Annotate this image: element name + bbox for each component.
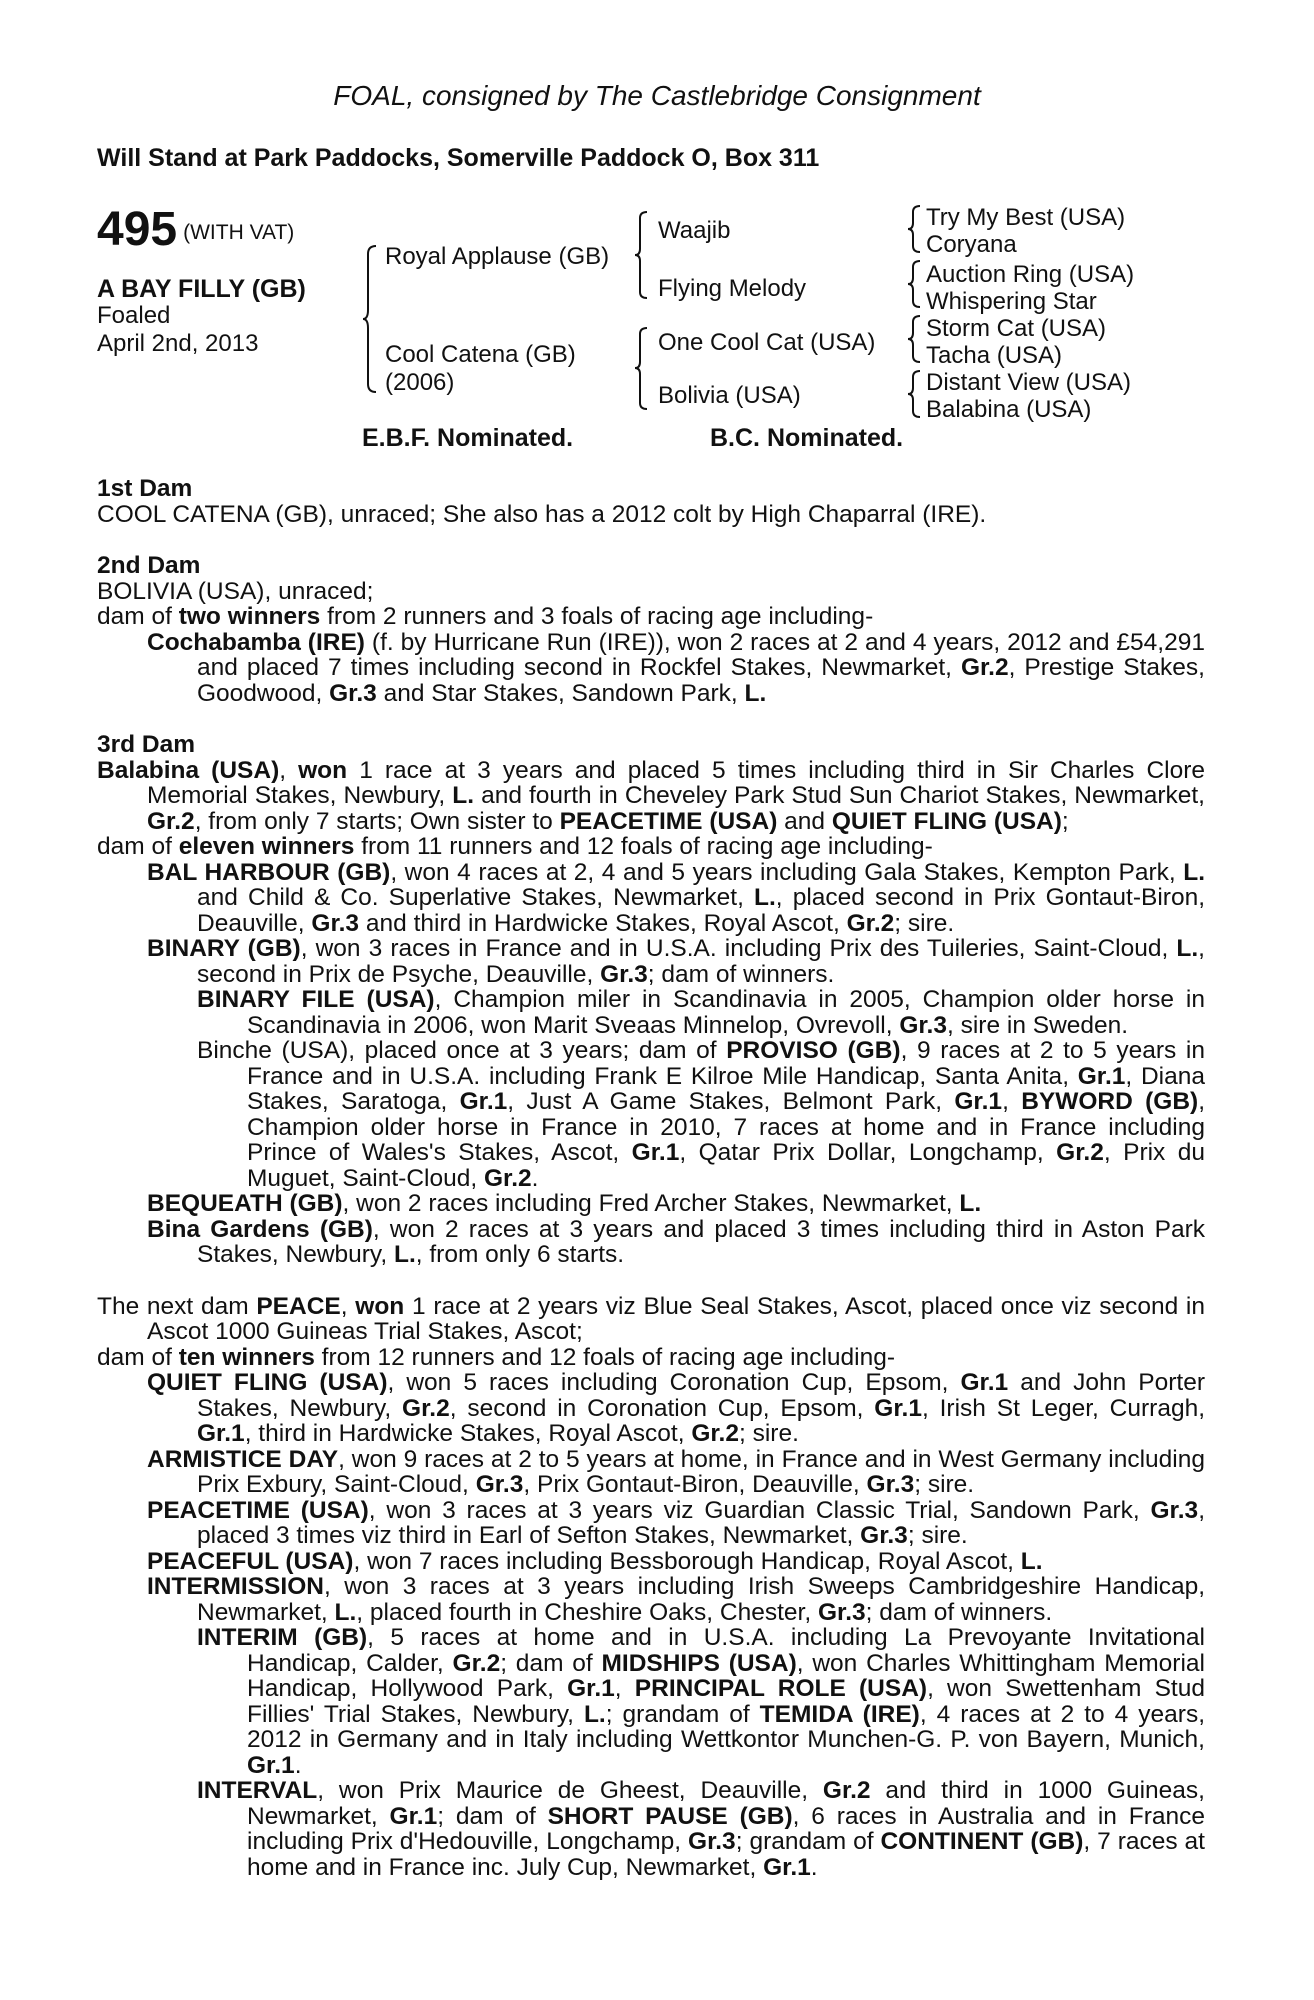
horse-name: BINARY FILE (USA) bbox=[197, 986, 435, 1013]
second-dam-heading: 2nd Dam bbox=[97, 552, 201, 579]
grade: Gr.1 bbox=[197, 1420, 245, 1447]
grade: L. bbox=[583, 1700, 606, 1728]
produce-cochabamba bbox=[97, 630, 1205, 707]
next-dam-peace bbox=[97, 1294, 1205, 1345]
lot-number: 495 bbox=[97, 203, 178, 256]
text: (f. by Hurricane Run (IRE)), won 2 races at 2 and 4 years, 2012 and £54,291 and placed 7 times including second in Rockfel Stakes, Newmarket, bbox=[197, 628, 1205, 681]
grade: Gr.1 bbox=[389, 1802, 438, 1830]
grade: L. bbox=[744, 679, 767, 707]
text: , Champion miler in Scandinavia in 2005, Champion older horse in Scandinavia in 2006, won Marit Sveaas Minnelop, Ovrevoll, bbox=[247, 986, 1205, 1039]
grade: Gr.1 bbox=[459, 1088, 508, 1115]
text: , Just A Game Stakes, Belmont Park, bbox=[507, 1088, 955, 1115]
text: ; bbox=[1061, 807, 1069, 835]
grade: Gr.3 bbox=[1150, 1496, 1199, 1524]
winners-count: eleven winners bbox=[178, 833, 355, 860]
produce-bal-harbour bbox=[97, 860, 1205, 937]
text: dam of bbox=[97, 603, 179, 630]
ebf-nominated: E.B.F. Nominated. bbox=[362, 424, 574, 452]
pedigree-dam-year: (2006) bbox=[385, 369, 455, 396]
produce-armistice-day bbox=[97, 1447, 1205, 1498]
text: and Star Stakes, Sandown Park, bbox=[376, 679, 745, 707]
horse-name: INTERMISSION bbox=[147, 1573, 324, 1600]
third-dam-produce-summary bbox=[97, 834, 1205, 860]
text: , bbox=[1002, 1088, 1022, 1115]
grade: Gr.1 bbox=[1077, 1062, 1126, 1090]
horse-name: BINARY (GB) bbox=[147, 935, 301, 962]
grade: Gr.3 bbox=[600, 960, 648, 988]
text: and Child & Co. Superlative Stakes, Newmarket, bbox=[197, 884, 755, 911]
text: ; sire. bbox=[894, 909, 955, 937]
text: ; sire. bbox=[739, 1420, 799, 1447]
text: , Qatar Prix Dollar, Longchamp, bbox=[679, 1139, 1057, 1166]
pedigree-brace-sire bbox=[634, 210, 650, 300]
pedigree-brace-main bbox=[362, 244, 380, 394]
text: from 2 runners and 3 foals of racing age including- bbox=[320, 603, 874, 630]
produce-quiet-fling bbox=[97, 1370, 1205, 1447]
text: , won 3 races at 3 years viz Guardian Classic Trial, Sandown Park, bbox=[368, 1496, 1151, 1524]
grade: L. bbox=[1020, 1547, 1043, 1575]
text: . bbox=[294, 1751, 302, 1779]
pedigree-dam-dam: Bolivia (USA) bbox=[658, 382, 801, 409]
pedigree-dam: Cool Catena (GB) bbox=[385, 341, 576, 368]
horse-name: BAL HARBOUR (GB) bbox=[147, 858, 391, 886]
text: 1 race at 2 years viz Blue Seal Stakes, Ascot, placed once viz second in Ascot 1000 Guineas Trial Stakes, Ascot; bbox=[147, 1292, 1205, 1345]
pedigree-sdd: Whispering Star bbox=[926, 288, 1097, 315]
grade: L. bbox=[334, 1598, 357, 1626]
foaled-label: Foaled bbox=[97, 302, 171, 329]
text: ; dam of winners. bbox=[865, 1598, 1053, 1626]
horse-name: INTERIM (GB) bbox=[197, 1624, 368, 1651]
text: ; dam of bbox=[437, 1802, 548, 1830]
text: , won 4 races at 2, 4 and 5 years including Gala Stakes, Kempton Park, bbox=[390, 858, 1184, 886]
text: . bbox=[810, 1853, 818, 1881]
text: , won 3 races in France and in U.S.A. including Prix des Tuileries, Saint-Cloud, bbox=[300, 935, 1177, 962]
horse-name: PEACEFUL (USA) bbox=[147, 1547, 354, 1575]
grade: L. bbox=[452, 782, 475, 809]
text: , won 7 races including Bessborough Handicap, Royal Ascot, bbox=[353, 1547, 1021, 1575]
grade: L. bbox=[393, 1241, 416, 1268]
text: , Prix du Muguet, Saint-Cloud, bbox=[247, 1139, 1205, 1192]
pedigree-sire-dam: Flying Melody bbox=[658, 275, 807, 302]
horse-name: Bina Gardens (GB) bbox=[147, 1215, 373, 1243]
text: , Prestige Stakes, Goodwood, bbox=[197, 654, 1205, 707]
produce-binche bbox=[97, 1038, 1205, 1191]
text: , won Charles Whittingham Memorial Handicap, Hollywood Park, bbox=[247, 1649, 1205, 1702]
horse-name: BEQUEATH (GB) bbox=[147, 1190, 343, 1217]
text: dam of bbox=[97, 1343, 179, 1371]
grade: Gr.3 bbox=[688, 1828, 736, 1855]
produce-bina-gardens bbox=[97, 1217, 1205, 1268]
produce-binary-file bbox=[97, 987, 1205, 1038]
pedigree-sds: Auction Ring (USA) bbox=[926, 261, 1135, 288]
text: Binche (USA), placed once at 3 years; dam of bbox=[197, 1037, 727, 1064]
text: ; dam of bbox=[500, 1649, 602, 1677]
text: , won 5 races including Coronation Cup, Epsom, bbox=[387, 1369, 961, 1396]
horse-name: TEMIDA (IRE) bbox=[759, 1700, 920, 1728]
catalogue-body bbox=[97, 476, 1205, 1880]
pedigree-brace-sd bbox=[907, 259, 923, 309]
text: , bbox=[340, 1292, 356, 1320]
grade: Gr.1 bbox=[954, 1088, 1003, 1115]
grade: Gr.3 bbox=[311, 909, 360, 937]
won: won bbox=[355, 1292, 405, 1320]
text: from 11 runners and 12 foals of racing age including- bbox=[354, 833, 933, 860]
text: , won Swettenham Stud Fillies' Trial Stakes, Newbury, bbox=[247, 1675, 1205, 1728]
grade: Gr.3 bbox=[817, 1598, 866, 1626]
text: and bbox=[777, 807, 832, 835]
grade: L. bbox=[1183, 858, 1206, 886]
text: , 9 races at 2 to 5 years in France and in U.S.A. including Frank E Kilroe Mile Handicap, Santa Anita, bbox=[247, 1037, 1205, 1090]
text: , second in Prix de Psyche, Deauville, bbox=[197, 935, 1205, 988]
text: , bbox=[614, 1675, 635, 1702]
text: and John Porter Stakes, Newbury, bbox=[197, 1369, 1205, 1422]
grade: Gr.2 bbox=[147, 807, 195, 835]
grade: Gr.2 bbox=[691, 1420, 739, 1447]
text: , from only 6 starts. bbox=[415, 1241, 625, 1268]
text: , second in Coronation Cup, Epsom, bbox=[449, 1394, 875, 1422]
grade: Gr.2 bbox=[1056, 1139, 1104, 1166]
text: , bbox=[279, 756, 299, 784]
grade: Gr.2 bbox=[402, 1394, 450, 1422]
pedigree-dds: Distant View (USA) bbox=[926, 369, 1131, 396]
grade: L. bbox=[959, 1190, 982, 1217]
third-dam-balabina bbox=[97, 758, 1205, 835]
grade: L. bbox=[754, 884, 776, 911]
bc-nominated: B.C. Nominated. bbox=[710, 424, 904, 452]
text: , placed second in Prix Gontaut-Biron, Deauville, bbox=[197, 884, 1206, 937]
won: won bbox=[298, 756, 348, 784]
first-dam-heading: 1st Dam bbox=[97, 475, 193, 502]
produce-binary bbox=[97, 936, 1205, 987]
grade: Gr.2 bbox=[483, 1164, 532, 1192]
text: dam of bbox=[97, 833, 179, 860]
produce-interim bbox=[97, 1625, 1205, 1778]
stabling-location: Will Stand at Park Paddocks, Somerville Paddock O, Box 311 bbox=[97, 144, 820, 172]
sibling: QUIET FLING (USA) bbox=[831, 807, 1062, 835]
horse-name: QUIET FLING (USA) bbox=[147, 1369, 388, 1396]
foaled-date: April 2nd, 2013 bbox=[97, 330, 259, 357]
text: , 6 races in Australia and in France including Prix d'Hedouville, Longchamp, bbox=[247, 1802, 1205, 1855]
pedigree-dsd: Tacha (USA) bbox=[926, 342, 1063, 369]
pedigree-sire: Royal Applause (GB) bbox=[385, 243, 610, 270]
text: , 5 races at home and in U.S.A. including La Prevoyante Invitational Handicap, Calder, bbox=[247, 1624, 1206, 1677]
pedigree-brace-dam bbox=[634, 326, 650, 411]
pedigree-sire-sire: Waajib bbox=[658, 217, 731, 244]
produce-peacetime bbox=[97, 1498, 1205, 1549]
grade: Gr.3 bbox=[899, 1011, 947, 1039]
text: ; dam of winners. bbox=[647, 960, 835, 988]
pedigree-brace-dd bbox=[907, 369, 923, 419]
text: , placed 3 times viz third in Earl of Sefton Stakes, Newmarket, bbox=[197, 1496, 1205, 1549]
text: ; grandam of bbox=[735, 1828, 881, 1855]
text: ; sire. bbox=[914, 1471, 975, 1498]
pedigree-dss: Storm Cat (USA) bbox=[926, 315, 1107, 342]
horse-name: ARMISTICE DAY bbox=[147, 1445, 339, 1473]
horse-name: SHORT PAUSE (GB) bbox=[547, 1802, 793, 1830]
pedigree-ddd: Balabina (USA) bbox=[926, 396, 1092, 423]
pedigree-ssd: Coryana bbox=[926, 231, 1017, 258]
text: and third in 1000 Guineas, Newmarket, bbox=[247, 1777, 1205, 1830]
text: , 7 races at home and in France inc. July Cup, Newmarket, bbox=[247, 1828, 1205, 1881]
horse-name: A BAY FILLY (GB) bbox=[97, 275, 306, 303]
produce-bequeath bbox=[97, 1191, 1205, 1217]
text: , Champion older horse in France in 2010, 7 races at home and in France including Prince of Wales's Stakes, Ascot, bbox=[247, 1088, 1205, 1166]
pedigree-brace-ds bbox=[907, 314, 923, 364]
text: The next dam bbox=[97, 1292, 257, 1320]
produce-peaceful bbox=[97, 1549, 1205, 1575]
text: , won 3 races at 3 years including Irish Sweeps Cambridgeshire Handicap, Newmarket, bbox=[197, 1573, 1205, 1626]
horse-name: PROVISO (GB) bbox=[726, 1037, 901, 1064]
consignor-heading: FOAL, consigned by The Castlebridge Consignment bbox=[333, 80, 981, 111]
next-dam-produce-summary bbox=[97, 1345, 1205, 1371]
text: ; grandam of bbox=[605, 1700, 760, 1728]
text: , won 9 races at 2 to 5 years at home, in France and in West Germany including Prix Exbury, Saint-Cloud, bbox=[197, 1445, 1205, 1498]
grade: Gr.2 bbox=[846, 909, 895, 937]
text: , 4 races at 2 to 4 years, 2012 in Germany and in Italy including Wettkontor Munchen-G. P. von Bayern, Munich, bbox=[247, 1700, 1206, 1753]
text: ; sire. bbox=[907, 1522, 968, 1549]
grade: Gr.1 bbox=[763, 1853, 811, 1881]
text: 1 race at 3 years and placed 5 times including third in Sir Charles Clore Memorial Stakes, Newbury, bbox=[147, 756, 1205, 809]
grade: Gr.1 bbox=[960, 1369, 1009, 1396]
grade: Gr.2 bbox=[452, 1649, 501, 1677]
grade: Gr.3 bbox=[860, 1522, 908, 1549]
produce-interval bbox=[97, 1778, 1205, 1880]
winners-count: two winners bbox=[178, 603, 321, 630]
text: . bbox=[531, 1164, 539, 1192]
horse-name: INTERVAL bbox=[197, 1777, 318, 1804]
second-dam-line1: BOLIVIA (USA), unraced; bbox=[97, 577, 374, 605]
winners-count: ten winners bbox=[178, 1343, 315, 1371]
text: , Irish St Leger, Curragh, bbox=[921, 1394, 1206, 1422]
horse-name: PEACETIME (USA) bbox=[147, 1496, 369, 1524]
horse-name: PRINCIPAL ROLE (USA) bbox=[634, 1675, 928, 1702]
grade: Gr.1 bbox=[874, 1394, 922, 1422]
sibling: PEACETIME (USA) bbox=[559, 807, 778, 835]
grade: Gr.3 bbox=[866, 1471, 915, 1498]
pedigree-brace-ss bbox=[907, 204, 923, 254]
grade: Gr.1 bbox=[567, 1675, 615, 1702]
vat-note: (WITH VAT) bbox=[183, 221, 295, 244]
text: , won Prix Maurice de Gheest, Deauville, bbox=[317, 1777, 823, 1804]
lot-number-block bbox=[97, 203, 295, 256]
horse-name: Balabina (USA) bbox=[97, 756, 280, 784]
second-dam-produce-summary bbox=[97, 604, 1205, 630]
pedigree-sss: Try My Best (USA) bbox=[926, 204, 1126, 231]
text: , Diana Stakes, Saratoga, bbox=[247, 1062, 1205, 1115]
grade: L. bbox=[1176, 935, 1199, 962]
grade: Gr.1 bbox=[247, 1751, 295, 1779]
text: , from only 7 starts; Own sister to bbox=[194, 807, 560, 835]
horse-name: CONTINENT (GB) bbox=[880, 1828, 1084, 1855]
text: and fourth in Cheveley Park Stud Sun Chariot Stakes, Newmarket, bbox=[474, 782, 1205, 809]
text: from 12 runners and 12 foals of racing age including- bbox=[314, 1343, 896, 1371]
text: , sire in Sweden. bbox=[947, 1011, 1129, 1039]
text: , third in Hardwicke Stakes, Royal Ascot, bbox=[244, 1420, 692, 1447]
grade: Gr.3 bbox=[329, 679, 377, 707]
first-dam-text: COOL CATENA (GB), unraced; She also has a 2012 colt by High Chaparral (IRE). bbox=[97, 500, 987, 528]
third-dam-heading: 3rd Dam bbox=[97, 731, 196, 758]
text: , placed fourth in Cheshire Oaks, Chester, bbox=[356, 1598, 818, 1626]
text: , won 2 races at 3 years and placed 3 times including third in Aston Park Stakes, Newbury, bbox=[197, 1215, 1205, 1268]
grade: Gr.2 bbox=[822, 1777, 871, 1804]
grade: Gr.1 bbox=[631, 1139, 680, 1166]
grade: Gr.2 bbox=[960, 654, 1009, 681]
pedigree-dam-sire: One Cool Cat (USA) bbox=[658, 329, 876, 356]
horse-name: PEACE bbox=[256, 1292, 341, 1320]
text: , Prix Gontaut-Biron, Deauville, bbox=[523, 1471, 867, 1498]
grade: Gr.3 bbox=[475, 1471, 524, 1498]
produce-intermission bbox=[97, 1574, 1205, 1625]
horse-name: Cochabamba (IRE) bbox=[147, 628, 365, 656]
text: and third in Hardwicke Stakes, Royal Ascot, bbox=[359, 909, 847, 937]
horse-name: BYWORD (GB) bbox=[1021, 1088, 1199, 1115]
text: , won 2 races including Fred Archer Stakes, Newmarket, bbox=[342, 1190, 960, 1217]
horse-name: MIDSHIPS (USA) bbox=[601, 1649, 797, 1677]
